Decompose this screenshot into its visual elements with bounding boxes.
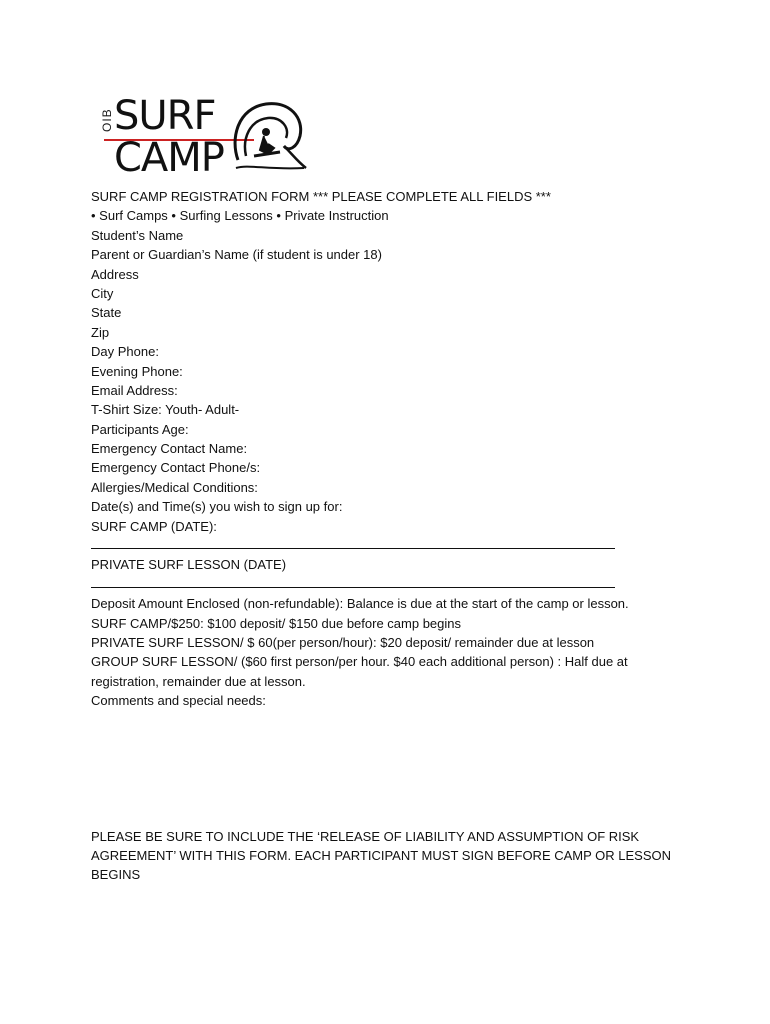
- private-lesson-date-blank[interactable]: [91, 575, 615, 594]
- comments-space[interactable]: [91, 711, 691, 827]
- surf-camp-price: SURF CAMP/$250: $100 deposit/ $150 due before camp begins: [91, 615, 462, 631]
- form-header: SURF CAMP REGISTRATION FORM *** PLEASE COMPLETE ALL FIELDS ***: [91, 189, 551, 204]
- private-lesson-price: PRIVATE SURF LESSON/ $ 60(per person/hour): $20 deposit/ remainder due at lesson: [91, 634, 595, 650]
- deposit-note: Deposit Amount Enclosed (non-refundable): Balance is due at the start of the camp or lesson.: [91, 596, 629, 612]
- field-address: Address: [91, 266, 139, 282]
- surf-camp-date-label: SURF CAMP (DATE):: [91, 518, 217, 534]
- field-emergency-name: Emergency Contact Name:: [91, 441, 248, 457]
- comments-label: Comments and special needs:: [91, 693, 266, 709]
- field-guardian-name: Parent or Guardian’s Name (if student is under 18): [91, 247, 382, 263]
- field-tshirt-size: T-Shirt Size: Youth- Adult-: [91, 402, 240, 418]
- field-dates: Date(s) and Time(s) you wish to sign up for:: [91, 499, 343, 515]
- field-zip: Zip: [91, 324, 110, 340]
- registration-form: [91, 187, 691, 885]
- surf-camp-logo: [100, 94, 310, 184]
- wave-surfer-icon: [228, 98, 308, 176]
- logo-word-camp: CAMP: [114, 135, 224, 181]
- services-line: • Surf Camps • Surfing Lessons • Private Instruction: [91, 208, 389, 224]
- field-city: City: [91, 285, 114, 301]
- private-lesson-date-label: PRIVATE SURF LESSON (DATE): [91, 557, 287, 573]
- field-emergency-phone: Emergency Contact Phone/s:: [91, 460, 261, 476]
- field-email: Email Address:: [91, 382, 178, 398]
- field-student-name: Student’s Name: [91, 227, 184, 243]
- field-day-phone: Day Phone:: [91, 344, 159, 360]
- logo-word-surf: SURF: [114, 93, 216, 139]
- logo-prefix-text: OIB: [100, 108, 114, 132]
- surf-camp-date-blank[interactable]: [91, 536, 615, 555]
- field-participant-age: Participants Age:: [91, 421, 189, 437]
- group-lesson-price: GROUP SURF LESSON/ ($60 first person/per hour. $40 each additional person) : Half due at registration, remainder due at lesson.: [91, 654, 628, 689]
- field-evening-phone: Evening Phone:: [91, 363, 183, 379]
- liability-notice: PLEASE BE SURE TO INCLUDE THE ‘RELEASE OF LIABILITY AND ASSUMPTION OF RISK AGREEMENT’ WITH THIS FORM. EACH PARTICIPANT MUST SIGN BEFORE CAMP OR LESSON BEGINS: [91, 828, 672, 883]
- field-state: State: [91, 305, 122, 321]
- field-allergies: Allergies/Medical Conditions:: [91, 479, 258, 495]
